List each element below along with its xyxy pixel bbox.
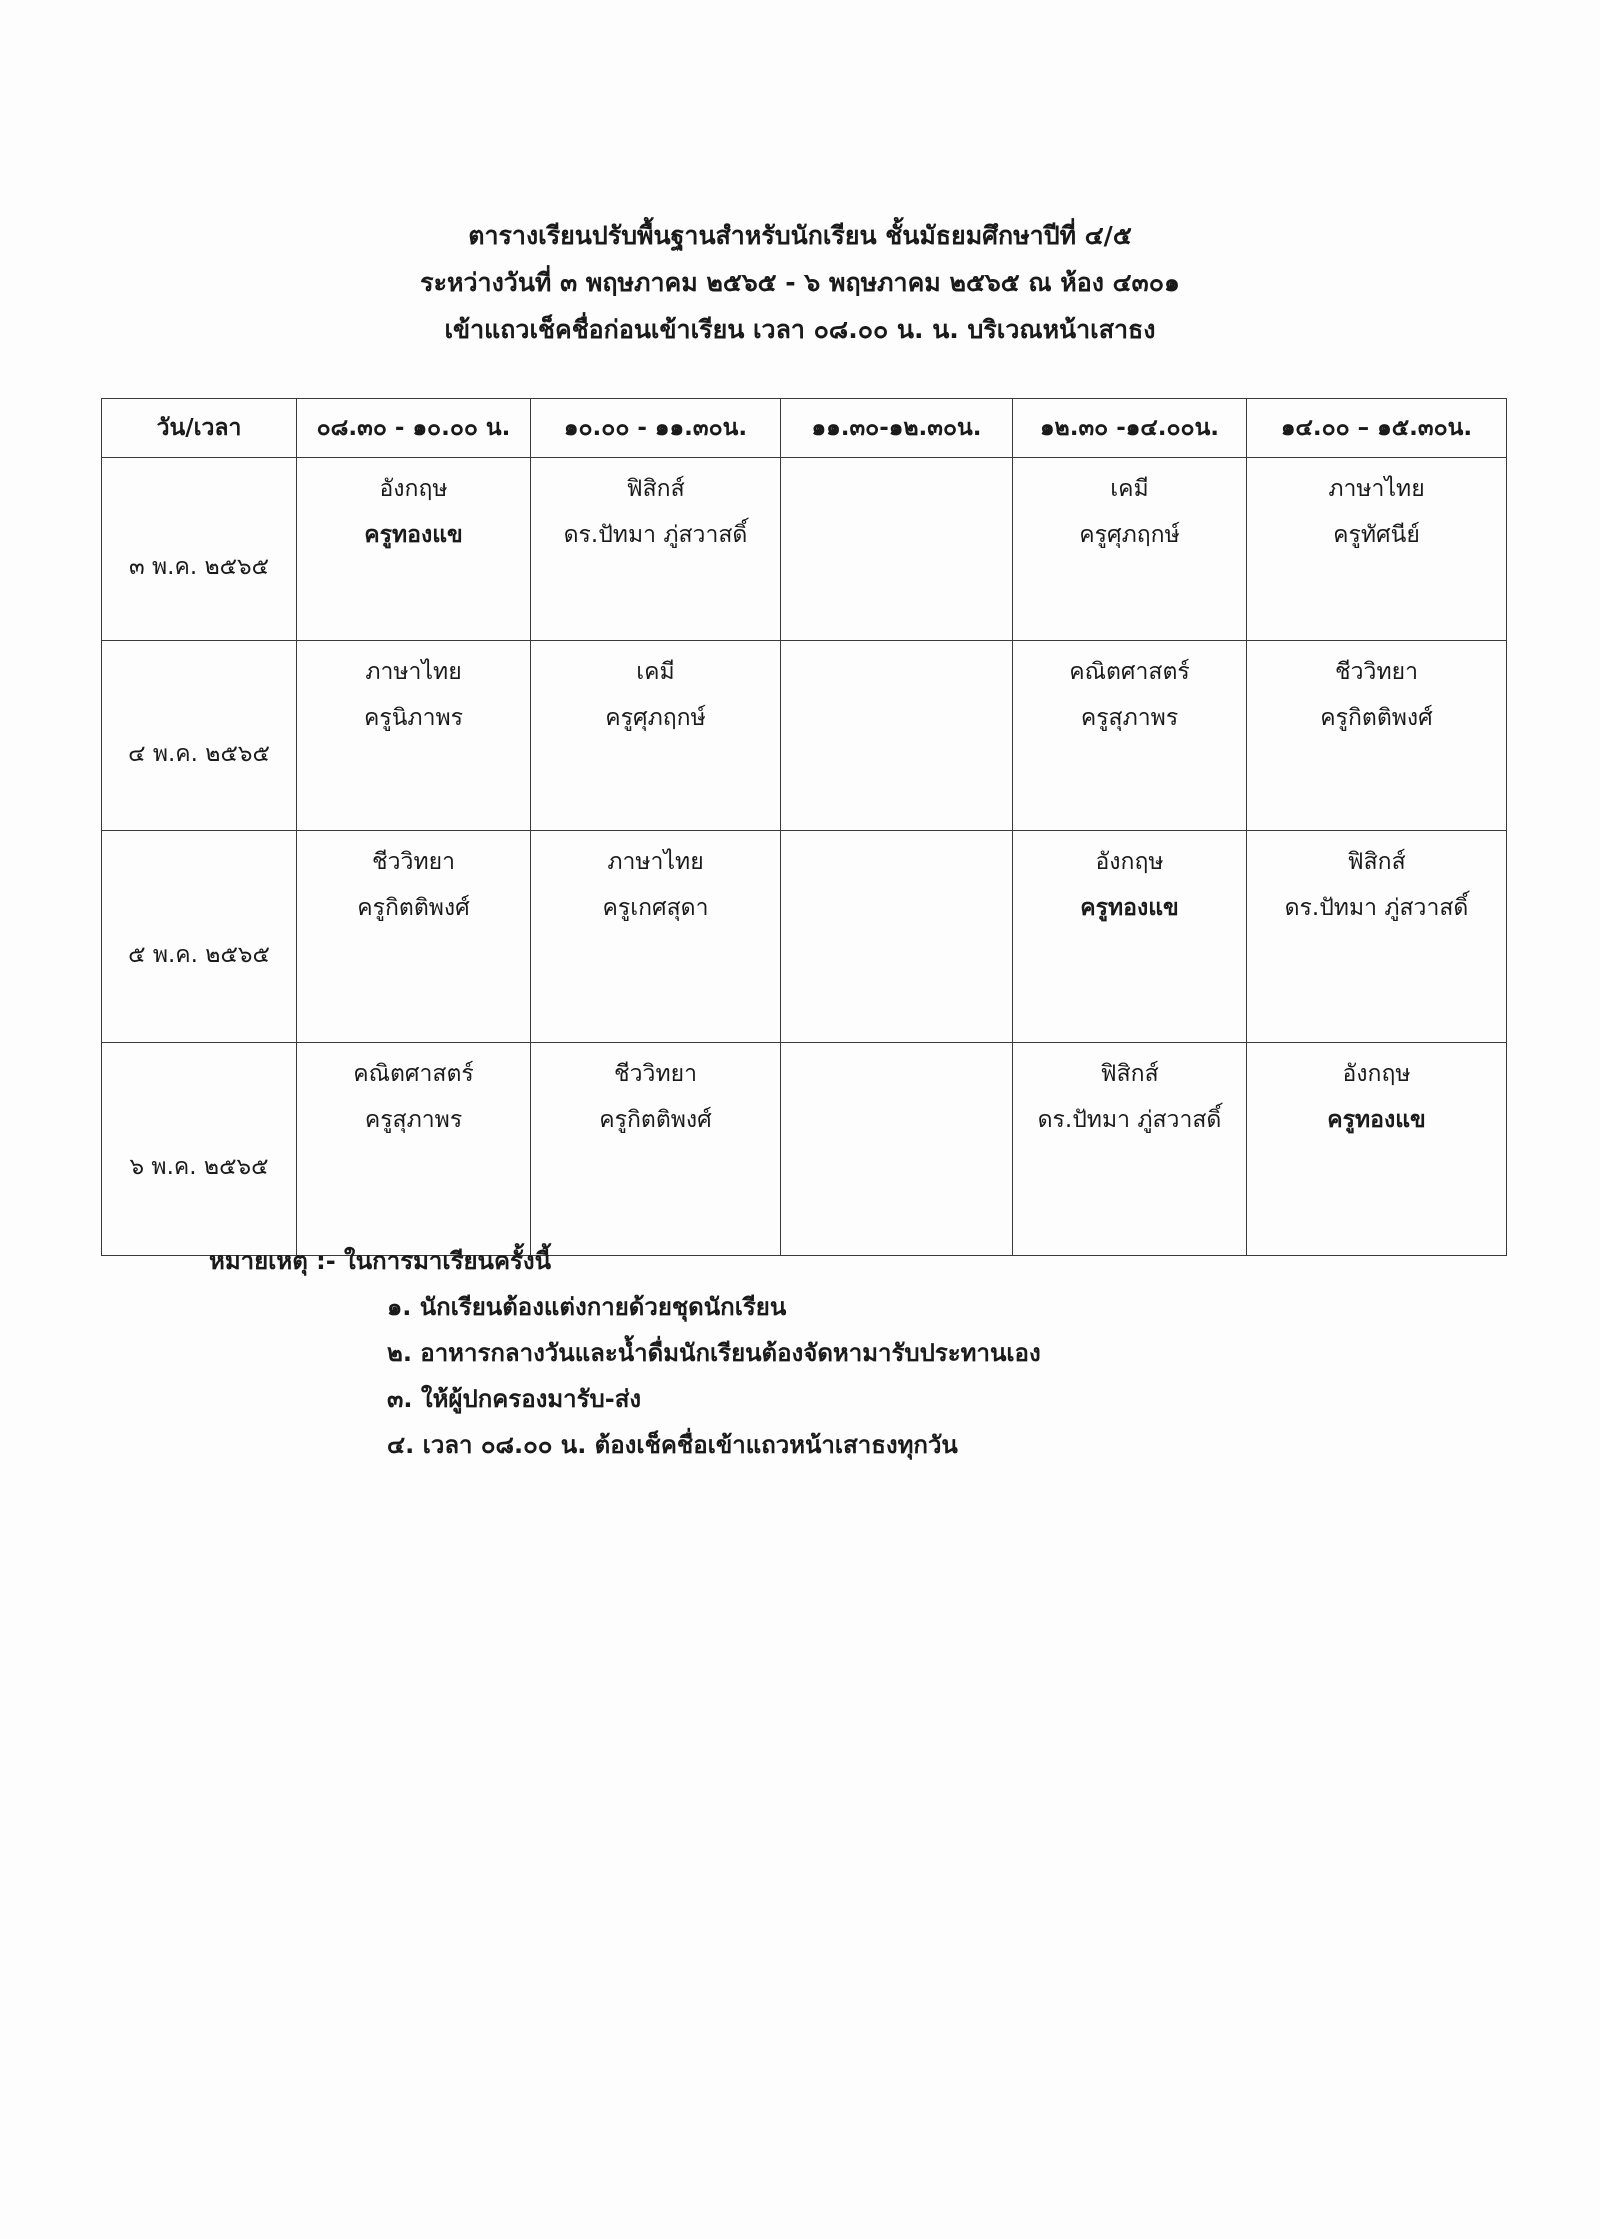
header-date-range: ระหว่างวันที่ ๓ พฤษภาคม ๒๕๖๕ - ๖ พฤษภาคม ๒๕๖๕ ณ ห้อง ๔๓๐๑ (420, 268, 1180, 297)
column-header-lunch: ๑๑.๓๐-๑๒.๓๐น. (781, 399, 1013, 458)
subject-label: คณิตศาสตร์ (1069, 659, 1190, 685)
subject-label: ฟิสิกส์ (1100, 1061, 1159, 1087)
schedule-cell (297, 1043, 531, 1256)
teacher-label: ครูทองแข (1080, 895, 1179, 921)
teacher-label: ดร.ปัทมา ภู่สวาสดิ์ (1037, 1107, 1222, 1133)
subject-label: ชีววิทยา (614, 1061, 697, 1087)
schedule-cell (297, 458, 531, 641)
day-cell: ๓ พ.ค. ๒๕๖๕ (102, 458, 297, 641)
subject-label: ภาษาไทย (1328, 476, 1425, 502)
subject-label: อังกฤษ (1342, 1061, 1411, 1087)
table-row (102, 1043, 1507, 1256)
day-cell: ๕ พ.ค. ๒๕๖๕ (102, 831, 297, 1043)
teacher-label: ครูสุภาพร (364, 1107, 463, 1133)
lunch-cell (781, 1043, 1013, 1256)
header-row (102, 399, 1507, 458)
schedule-cell (531, 458, 781, 641)
schedule-cell (1013, 641, 1247, 831)
subject-label: ชีววิทยา (372, 849, 455, 875)
teacher-label: ครูสุภาพร (1080, 705, 1179, 731)
teacher-label: ครูทองแข (1327, 1107, 1426, 1133)
subject-label: เคมี (636, 659, 675, 685)
teacher-label: ครูกิตติพงศ์ (1320, 705, 1433, 731)
day-cell: ๖ พ.ค. ๒๕๖๕ (102, 1043, 297, 1256)
note-item: ๑. นักเรียนต้องแต่งกายด้วยชุดนักเรียน (387, 1293, 787, 1321)
document-header (0, 212, 1600, 353)
note-item: ๓. ให้ผู้ปกครองมารับ-ส่ง (387, 1385, 642, 1413)
subject-label: คณิตศาสตร์ (353, 1061, 474, 1087)
schedule-cell (1013, 1043, 1247, 1256)
schedule-cell (297, 831, 531, 1043)
subject-label: ภาษาไทย (607, 849, 704, 875)
teacher-label: ครูกิตติพงศ์ (357, 895, 470, 921)
teacher-label: ดร.ปัทมา ภู่สวาสดิ์ (563, 522, 748, 548)
subject-label: เคมี (1110, 476, 1149, 502)
teacher-label: ครูทัศนีย์ (1333, 522, 1420, 548)
schedule-cell (1013, 831, 1247, 1043)
column-header-period-1: ๐๘.๓๐ - ๑๐.๐๐ น. (297, 399, 531, 458)
notes-title: หมายเหตุ :- ในการมาเรียนครั้งนี้ (209, 1247, 552, 1275)
subject-label: อังกฤษ (379, 476, 448, 502)
teacher-label: ครูศุภฤกษ์ (1079, 522, 1180, 548)
teacher-label: ครูทองแข (364, 522, 463, 548)
subject-label: ภาษาไทย (365, 659, 462, 685)
subject-label: อังกฤษ (1095, 849, 1164, 875)
column-header-period-2: ๑๐.๐๐ - ๑๑.๓๐น. (531, 399, 781, 458)
schedule-cell (297, 641, 531, 831)
table-row (102, 831, 1507, 1043)
day-cell: ๔ พ.ค. ๒๕๖๕ (102, 641, 297, 831)
teacher-label: ดร.ปัทมา ภู่สวาสดิ์ (1284, 895, 1469, 921)
schedule-cell (1247, 641, 1507, 831)
schedule-cell (1247, 458, 1507, 641)
column-header-day: วัน/เวลา (102, 399, 297, 458)
column-header-period-3: ๑๒.๓๐ -๑๔.๐๐น. (1013, 399, 1247, 458)
notes-list (209, 1284, 1041, 1468)
lunch-cell (781, 831, 1013, 1043)
subject-label: ฟิสิกส์ (1347, 849, 1406, 875)
teacher-label: ครูเกศสุดา (602, 895, 709, 921)
teacher-label: ครูศุภฤกษ์ (605, 705, 706, 731)
column-header-period-4: ๑๔.๐๐ – ๑๕.๓๐น. (1247, 399, 1507, 458)
teacher-label: ครูกิตติพงศ์ (599, 1107, 712, 1133)
schedule-cell (531, 831, 781, 1043)
lunch-cell (781, 458, 1013, 641)
schedule-cell (1247, 1043, 1507, 1256)
subject-label: ชีววิทยา (1335, 659, 1418, 685)
note-item: ๒. อาหารกลางวันและน้ำดื่มนักเรียนต้องจัดหามารับประทานเอง (387, 1339, 1041, 1367)
table-row (102, 458, 1507, 641)
table-row (102, 641, 1507, 831)
lunch-cell (781, 641, 1013, 831)
header-checkin-note: เข้าแถวเช็คชื่อก่อนเข้าเรียน เวลา ๐๘.๐๐ น. น. บริเวณหน้าเสาธง (444, 315, 1156, 344)
schedule-cell (1013, 458, 1247, 641)
schedule-table (101, 398, 1507, 1256)
schedule-cell (531, 641, 781, 831)
schedule-cell (531, 1043, 781, 1256)
notes-section (209, 1238, 1041, 1468)
subject-label: ฟิสิกส์ (626, 476, 685, 502)
teacher-label: ครูนิภาพร (363, 705, 464, 731)
note-item: ๔. เวลา ๐๘.๐๐ น. ต้องเช็คชื่อเข้าแถวหน้าเสาธงทุกวัน (387, 1431, 958, 1459)
header-title: ตารางเรียนปรับพื้นฐานสำหรับนักเรียน ชั้นมัธยมศึกษาปีที่ ๔/๕ (468, 221, 1132, 250)
schedule-cell (1247, 831, 1507, 1043)
